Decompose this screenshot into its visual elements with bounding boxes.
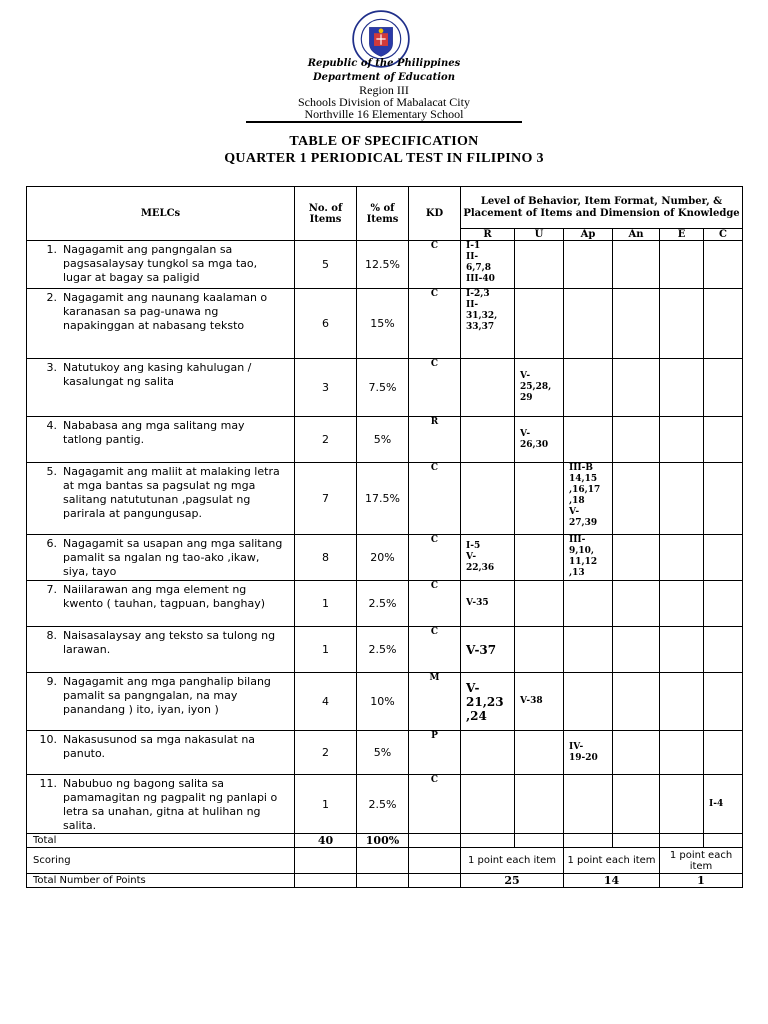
melc-number: 8.: [46, 629, 57, 642]
table-row: [27, 775, 743, 834]
items-cell: 1: [295, 581, 357, 627]
melc-cell: [27, 535, 295, 581]
level-c-cell: [704, 463, 743, 535]
melc-number: 3.: [46, 361, 57, 374]
items-cell: 2: [295, 731, 357, 775]
level-header: Level of Behavior, Item Format, Number, & Placement of Items and Dimension of Knowledge: [461, 187, 743, 229]
items-cell: 2: [295, 417, 357, 463]
document-subtitle: QUARTER 1 PERIODICAL TEST IN FILIPINO 3: [224, 151, 544, 166]
level-e-cell: [660, 581, 704, 627]
level-c-header: C: [704, 229, 743, 241]
scoring-row: [27, 848, 743, 874]
level-u-cell: [515, 463, 564, 535]
level-u-cell: [515, 535, 564, 581]
kd-cell: P: [409, 731, 461, 775]
level-ap-cell: [564, 673, 613, 731]
level-ap-cell: IV- 19-20: [564, 731, 613, 775]
melc-number: 6.: [46, 537, 57, 550]
percent-cell: 20%: [357, 535, 409, 581]
level-r-cell: [461, 731, 515, 775]
melc-number: 9.: [46, 675, 57, 688]
level-an-cell: [613, 241, 660, 289]
melc-number: 2.: [46, 291, 57, 304]
table-row: [27, 417, 743, 463]
level-e-cell: [660, 359, 704, 417]
level-c-cell: [704, 581, 743, 627]
melc-text: Nagagamit sa usapan ang mga salitang pamalit sa ngalan ng tao-ako ,ikaw, siya, tayo: [63, 537, 283, 578]
melc-cell: [27, 673, 295, 731]
level-r-cell: V-35: [461, 581, 515, 627]
points-ec: 1: [660, 874, 743, 888]
level-an-cell: [613, 731, 660, 775]
level-r-cell: I-2,3 II- 31,32, 33,37: [461, 289, 515, 359]
level-r-cell: I-1 II- 6,7,8 III-40: [461, 241, 515, 289]
table-row: [27, 289, 743, 359]
level-e-cell: [660, 775, 704, 834]
level-ap-cell: [564, 241, 613, 289]
specification-table: [26, 186, 743, 888]
melc-number: 10.: [39, 733, 57, 746]
level-e-header: E: [660, 229, 704, 241]
melc-cell: [27, 289, 295, 359]
level-ap-cell: [564, 581, 613, 627]
level-u-cell: [515, 731, 564, 775]
melc-text: Nakasusunod sa mga nakasulat na panuto.: [63, 733, 256, 760]
kd-cell: C: [409, 463, 461, 535]
kd-cell: C: [409, 581, 461, 627]
melc-number: 11.: [39, 777, 57, 790]
level-c-cell: [704, 241, 743, 289]
level-ap-cell: [564, 627, 613, 673]
level-r-cell: V-37: [461, 627, 515, 673]
department-line: Department of Education: [313, 72, 455, 83]
level-ap-cell: [564, 775, 613, 834]
melcs-header: MELCs: [27, 187, 295, 241]
percent-cell: 2.5%: [357, 775, 409, 834]
level-r-cell: [461, 463, 515, 535]
table-row: [27, 535, 743, 581]
percent-cell: 12.5%: [357, 241, 409, 289]
level-u-cell: [515, 289, 564, 359]
level-u-cell: V- 25,28, 29: [515, 359, 564, 417]
level-u-cell: V-38: [515, 673, 564, 731]
level-e-cell: [660, 535, 704, 581]
items-cell: 1: [295, 627, 357, 673]
melc-cell: [27, 359, 295, 417]
melc-text: Nabubuo ng bagong salita sa pamamagitan ng pagpalit ng panlapi o letra sa unahan, gitna at hulihan ng salita.: [63, 777, 278, 832]
table-row: [27, 581, 743, 627]
percent-header: % of Items: [357, 187, 409, 241]
melc-text: Naisasalaysay ang teksto sa tulong ng larawan.: [63, 629, 276, 656]
division-line: Schools Division of Mabalacat City: [298, 95, 470, 109]
table-row: [27, 673, 743, 731]
level-ap-cell: III- 9,10, 11,12 ,13: [564, 535, 613, 581]
kd-cell: C: [409, 359, 461, 417]
level-ap-cell: [564, 359, 613, 417]
percent-cell: 7.5%: [357, 359, 409, 417]
header-divider: [246, 121, 522, 123]
melc-cell: [27, 627, 295, 673]
level-c-cell: [704, 289, 743, 359]
header-row: [27, 187, 743, 229]
document-title: TABLE OF SPECIFICATION: [289, 134, 479, 149]
level-r-cell: [461, 417, 515, 463]
melc-cell: [27, 417, 295, 463]
total-label: Total: [27, 834, 295, 848]
total-items: 40: [295, 834, 357, 848]
items-cell: 8: [295, 535, 357, 581]
level-an-cell: [613, 289, 660, 359]
items-cell: 1: [295, 775, 357, 834]
percent-cell: 10%: [357, 673, 409, 731]
table-row: [27, 627, 743, 673]
melc-text: Naiilarawan ang mga element ng kwento ( tauhan, tagpuan, banghay): [63, 583, 266, 610]
melc-text: Natutukoy ang kasing kahulugan / kasalungat ng salita: [63, 361, 252, 388]
points-apan: 14: [564, 874, 660, 888]
level-an-cell: [613, 359, 660, 417]
level-an-cell: [613, 673, 660, 731]
items-cell: 7: [295, 463, 357, 535]
melc-number: 7.: [46, 583, 57, 596]
melc-cell: [27, 775, 295, 834]
scoring-ec: 1 point each item: [660, 848, 743, 874]
percent-cell: 5%: [357, 731, 409, 775]
level-an-header: An: [613, 229, 660, 241]
level-e-cell: [660, 627, 704, 673]
scoring-ru: 1 point each item: [461, 848, 564, 874]
melc-cell: [27, 241, 295, 289]
level-u-cell: V- 26,30: [515, 417, 564, 463]
level-ap-cell: [564, 417, 613, 463]
kd-header: KD: [409, 187, 461, 241]
kd-cell: C: [409, 241, 461, 289]
kd-cell: R: [409, 417, 461, 463]
table-row: [27, 463, 743, 535]
total-percent: 100%: [357, 834, 409, 848]
level-an-cell: [613, 627, 660, 673]
level-c-cell: [704, 673, 743, 731]
kd-cell: C: [409, 535, 461, 581]
level-ap-cell: III-B 14,15 ,16,17 ,18 V- 27,39: [564, 463, 613, 535]
level-ap-cell: [564, 289, 613, 359]
level-c-cell: [704, 731, 743, 775]
level-u-cell: [515, 581, 564, 627]
level-u-cell: [515, 775, 564, 834]
kd-cell: C: [409, 627, 461, 673]
scoring-apan: 1 point each item: [564, 848, 660, 874]
level-r-cell: [461, 775, 515, 834]
level-e-cell: [660, 463, 704, 535]
level-e-cell: [660, 241, 704, 289]
kd-cell: M: [409, 673, 461, 731]
melc-text: Nababasa ang mga salitang may tatlong pantig.: [63, 419, 245, 446]
table-row: [27, 359, 743, 417]
level-r-cell: I-5 V- 22,36: [461, 535, 515, 581]
level-an-cell: [613, 417, 660, 463]
percent-cell: 5%: [357, 417, 409, 463]
melc-number: 5.: [46, 465, 57, 478]
points-row: [27, 874, 743, 888]
school-line: Northville 16 Elementary School: [304, 107, 464, 121]
melc-cell: [27, 581, 295, 627]
percent-cell: 2.5%: [357, 581, 409, 627]
melc-text: Nagagamit ang pangngalan sa pagsasalaysay tungkol sa mga tao, lugar at bagay sa paligid: [63, 243, 258, 284]
level-an-cell: [613, 535, 660, 581]
table-row: [27, 731, 743, 775]
level-r-cell: V- 21,23 ,24: [461, 673, 515, 731]
scoring-label: Scoring: [27, 848, 295, 874]
level-r-cell: [461, 359, 515, 417]
melc-cell: [27, 463, 295, 535]
table-row: [27, 241, 743, 289]
melc-text: Nagagamit ang mga panghalip bilang pamalit sa pangngalan, na may panandang ) ito, iyan, iyon ): [63, 675, 271, 716]
level-c-cell: [704, 417, 743, 463]
points-ru: 25: [461, 874, 564, 888]
level-c-cell: [704, 359, 743, 417]
percent-cell: 2.5%: [357, 627, 409, 673]
level-c-cell: [704, 535, 743, 581]
level-u-cell: [515, 627, 564, 673]
level-e-cell: [660, 673, 704, 731]
items-cell: 4: [295, 673, 357, 731]
points-label: Total Number of Points: [27, 874, 295, 888]
level-an-cell: [613, 581, 660, 627]
level-an-cell: [613, 463, 660, 535]
level-c-cell: [704, 627, 743, 673]
items-header: No. of Items: [295, 187, 357, 241]
level-r-header: R: [461, 229, 515, 241]
melc-cell: [27, 731, 295, 775]
region-line: Region III: [359, 83, 409, 97]
items-cell: 6: [295, 289, 357, 359]
level-u-cell: [515, 241, 564, 289]
level-ap-header: Ap: [564, 229, 613, 241]
republic-line: Republic of the Philippines: [307, 58, 461, 69]
items-cell: 5: [295, 241, 357, 289]
percent-cell: 15%: [357, 289, 409, 359]
kd-cell: C: [409, 775, 461, 834]
level-e-cell: [660, 417, 704, 463]
melc-number: 4.: [46, 419, 57, 432]
melc-text: Nagagamit ang maliit at malaking letra at mga bantas sa pagsulat ng mga salitang natututunan ,pagsulat ng parirala at pangungusap.: [63, 465, 280, 520]
total-row: [27, 834, 743, 848]
items-cell: 3: [295, 359, 357, 417]
melc-text: Nagagamit ang naunang kaalaman o karanasan sa pag-unawa ng napakinggan at nabasang teksto: [63, 291, 268, 332]
level-an-cell: [613, 775, 660, 834]
level-e-cell: [660, 289, 704, 359]
melc-number: 1.: [46, 243, 57, 256]
level-e-cell: [660, 731, 704, 775]
level-u-header: U: [515, 229, 564, 241]
kd-cell: C: [409, 289, 461, 359]
percent-cell: 17.5%: [357, 463, 409, 535]
level-c-cell: I-4: [704, 775, 743, 834]
